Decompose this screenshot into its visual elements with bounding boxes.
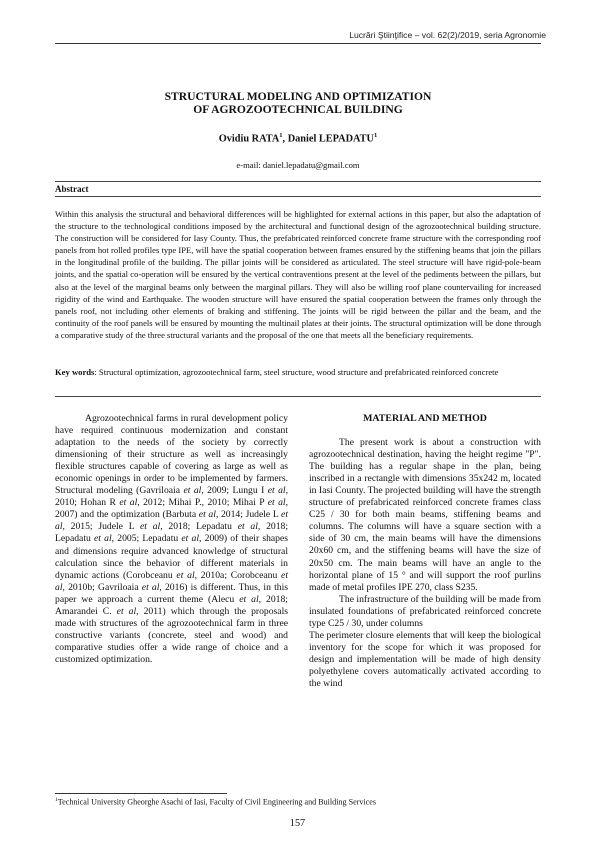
author-2: Daniel LEPADATU [287, 133, 374, 145]
text-run: , 2010b; Gavrilоaia [62, 581, 142, 593]
text-run: , 2007) and the optimization (Barbuta [55, 497, 289, 521]
header-rule [55, 43, 541, 44]
right-column [309, 413, 541, 690]
et-al: et al [116, 605, 137, 617]
title-line-1: STRUCTURAL MODELING AND OPTIMIZATION [164, 90, 432, 103]
text-run: , 2005; Lepadatu [111, 533, 182, 545]
abstract-heading-rule [55, 196, 541, 197]
abstract-bottom-rule [55, 396, 541, 397]
et-al: et al [237, 521, 258, 533]
abstract-text: Within this analysis the structural and behavioral differences will be highlighted for external actions in this paper, but also the adaptation of the structure to the technological conditions imposed by the architectural and functional design of the agrozootechnical building structure. The construction will be considered for Iasy County. Thus, the prefabricated reinforced concrete frame structure with the corresponding roof panels from hot rolled profiles type IPE, will have the spatial cooperation between frames ensured by the stiffening beams that join the pillars in the longitudinal profile of the building. The pillar joints will be considered as articulated. The steel structure will have rigid-pole-beam joints, and the spatial co-operation will be ensured by the vertical contraventions present at the level of the pediments between the pillars, but also at the level of the marginal beams only between the marginal pillars. They will also be willing roof plane countervailing for increased rigidity of the wind and Earthquake. The wooden structure will have ensured the spatial cooperation between the frames only through the panels roof, not including other elements of braking and stiffening. The joints will be rigid between the pillar and the beam, and the continuity of the roof panels will be ensured by mounting the multinail plates at their joints. The structural optimization will be done through a comparative study of the three structural variants and the proposal of the one that meets all the beneficiary requirements. [55, 209, 541, 340]
abstract-top-rule [55, 181, 541, 182]
et-al: et al [176, 569, 195, 581]
text-run: , 2018; Lepadatu [160, 521, 238, 533]
keywords-label: Key words [55, 367, 95, 377]
footnote-text: Technical University Gheorghe Asachi of Iasi, Faculty of Civil Engineering and Building Services [57, 797, 376, 807]
text-run: , 2009; Lungu I [201, 485, 268, 497]
footnote-mark: 1 [55, 797, 58, 803]
paper-title [55, 90, 541, 117]
footnote [55, 797, 376, 807]
text-run: , 2015; Judele L [62, 521, 141, 533]
et-al: et al [140, 521, 161, 533]
text-run: , 2016) is different. Thus, in this paper we approach a current theme (Alecu [55, 581, 288, 605]
author-1-affil-mark: 1 [279, 132, 283, 139]
text-run: , 2010; Hohan R [55, 485, 289, 509]
author-list [55, 132, 541, 144]
et-al: et al [55, 509, 288, 533]
et-al: et al [183, 485, 202, 497]
method-paragraph-1: The present work is about a construction with agrozootechnical destination, having the height regime "P". The building has a regular shape in the plan, being inscribed in a rectangle with dimensions 35x242 m, located in Iasi County. The projected building will have the strength structure of prefabricated reinforced concrete frames class C25 / 30 for both main beams, stiffening beams and columns. The columns will have a square section with a side of 30 cm, the main beams will have the dimensions 20x60 cm, and the stiffening beams will have the size of 20x50 cm. The main beams will have an angle to the horizontal plane of 15 ° and will support the roof purlins made of metal profiles IPE 270, class S235. [309, 437, 541, 593]
et-al: et al [55, 569, 288, 593]
author-2-affil-mark: 1 [374, 132, 378, 139]
page-number: 157 [289, 818, 306, 829]
et-al: et al [181, 533, 200, 545]
keywords [55, 366, 541, 378]
text-run: , 2014; Judele L [215, 509, 282, 521]
text-run: , 2011) which through the proposals made with structures of the agrozootechnical farm in three constructive variants (concrete, steel and wood) and comparative studies offer a wide range of choice and a customized optimization. [55, 605, 288, 665]
footnote-rule [55, 793, 227, 794]
contact-email[interactable]: e-mail: daniel.lepadatu@gmail.com [236, 160, 360, 170]
et-al: et al [267, 497, 286, 509]
running-head: Lucrări Ştiinţifice – vol. 62(2)/2019, seria Agronomie [349, 30, 546, 40]
left-column [55, 413, 288, 666]
text-run: , 2010a; Corobceanu [194, 569, 282, 581]
et-al: et al [198, 509, 216, 521]
keywords-list: : Structural optimization, agrozootechnical farm, steel structure, wood structure and prefabricated reinforced concrete [94, 367, 499, 377]
et-al: et al [141, 581, 160, 593]
author-separator: , [282, 133, 288, 145]
text-run: , 2012; Mihai P., 2010; Mihai P [137, 497, 268, 509]
et-al: et al [94, 533, 112, 545]
text-run: Agrozootechnical farms in rural development policy have required continuous modernization and constant adaptation to the needs of the society by correctly dimensioning of their structure as well as increasingly flexible structures capable of covering as large as well as economic openings in order to be implemented by farmers. Structural modeling (Gavrilоaia [55, 413, 288, 497]
title-line-2: OF AGROZOOTECHNICAL BUILDING [193, 103, 403, 117]
text-run: , 2009) of their shapes and dimensions require advanced knowledge of structural calculation since the behavior of different materials in dynamic actions (Corobceanu [55, 533, 289, 581]
et-al: et al [239, 593, 259, 605]
et-al: et al [267, 485, 286, 497]
author-1: Ovidiu RATA [218, 133, 280, 145]
method-paragraph-2: The infrastructure of the building will be made from insulated foundations of prefabricated reinforced concrete type C25 / 30, under columns [309, 593, 541, 629]
text-run: , 2018; Amarandei C. [55, 593, 288, 617]
intro-paragraph [55, 413, 288, 666]
text-run: , 2018; Lepadatu [55, 521, 288, 545]
et-al: et al [119, 497, 138, 509]
section-heading: MATERIAL AND METHOD [363, 413, 487, 424]
method-paragraph-3: The perimeter closure elements that will keep the biological inventory for the scope for which it was proposed for design and implementation will be made of high density polyethylene covers automatically activated according to the wind [309, 629, 541, 689]
abstract-heading: Abstract [55, 184, 89, 194]
